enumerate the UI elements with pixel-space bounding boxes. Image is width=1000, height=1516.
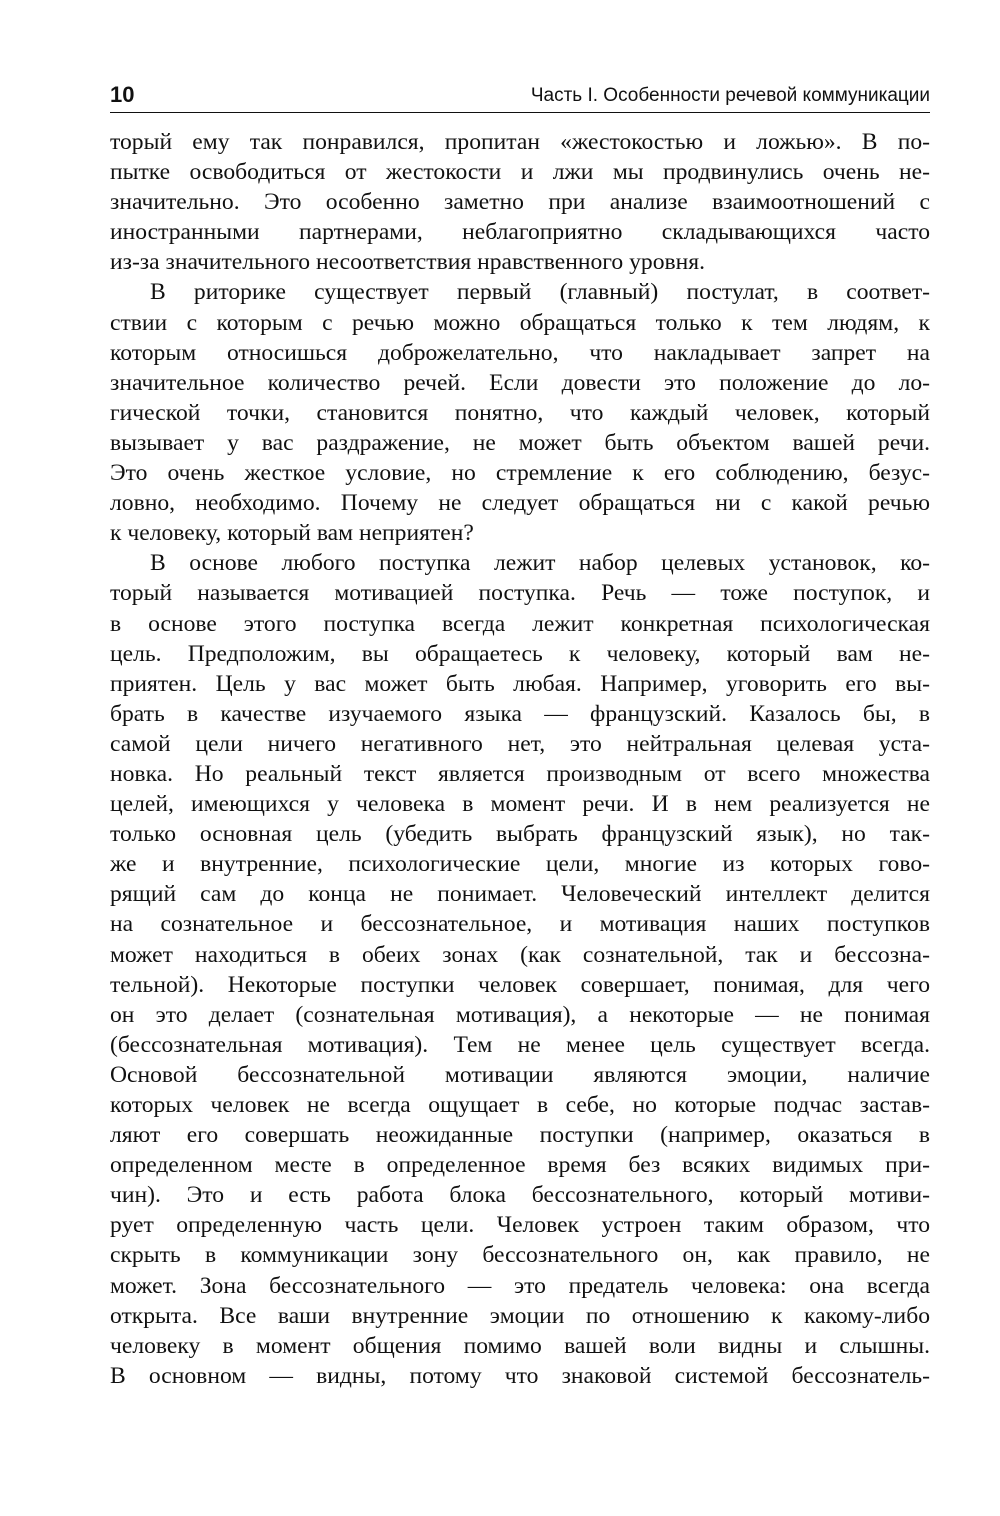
text-line: которым относишься доброжелательно, что накладывает запрет на <box>110 339 930 366</box>
text-line: В основе любого поступка лежит набор целевых установок, ко- <box>150 550 930 577</box>
text-line: тельной). Некоторые поступки человек совершает, понимая, для чего <box>110 971 930 998</box>
text-line: на сознательное и бессознательное, и мотивация наших поступков <box>110 911 930 938</box>
chapter-title: Часть I. Особенности речевой коммуникации <box>530 85 930 106</box>
text-line: торый ему так понравился, пропитан «жестокостью и ложью». В по- <box>110 129 930 155</box>
text-line: Это очень жесткое условие, но стремление к его соблюдению, безус- <box>110 460 930 487</box>
text-line: скрыть в коммуникации зону бессознательного он, как правило, не <box>110 1242 930 1269</box>
text-line: (бессознательная мотивация). Тем не менее цель существует всегда. <box>110 1031 930 1058</box>
text-line: приятен. Цель у вас может быть любая. Например, уговорить его вы- <box>110 670 930 697</box>
text-line: В риторике существует первый (главный) постулат, в соответ- <box>150 279 930 306</box>
text-line: может находиться в обеих зонах (как сознательной, так и бессозна- <box>110 941 930 968</box>
paragraph <box>110 127 930 277</box>
text-line: вызывает у вас раздражение, не может быть объектом вашей речи. <box>110 429 930 456</box>
text-line: рует определенную часть цели. Человек устроен таким образом, что <box>110 1212 930 1239</box>
text-line: торый называется мотивацией поступка. Речь — тоже поступок, и <box>110 580 930 607</box>
text-line: только основная цель (убедить выбрать французский язык), но так- <box>110 821 930 848</box>
page-number: 10 <box>110 82 135 107</box>
text-line: ляют его совершать неожиданные поступки (например, оказаться в <box>110 1122 930 1149</box>
text-line: которых человек не всегда ощущает в себе, но которые подчас застав- <box>110 1092 930 1118</box>
text-line: Основой бессознательной мотивации являются эмоции, наличие <box>110 1061 930 1088</box>
text-line: целей, имеющихся у человека в момент речи. И в нем реализуется не <box>110 791 930 818</box>
text-line: человеку в момент общения помимо вашей воли видны и слышны. <box>110 1332 930 1359</box>
text-line: чин). Это и есть работа блока бессознательного, который мотиви- <box>110 1182 930 1209</box>
text-line: иностранными партнерами, неблагоприятно складывающихся часто <box>110 219 930 246</box>
text-line: цель. Предположим, вы обращаетесь к человеку, который вам не- <box>110 640 930 667</box>
text-line: брать в качестве изучаемого языка — французский. Казалось бы, в <box>110 700 930 727</box>
text-line: в основе этого поступка всегда лежит конкретная психологическая <box>110 610 930 637</box>
body-text <box>110 127 930 1391</box>
text-line: пытке освободиться от жестокости и лжи мы продвинулись очень не- <box>110 159 930 186</box>
paragraph <box>110 548 930 1391</box>
text-line: рящий сам до конца не понимает. Человеческий интеллект делится <box>110 881 930 908</box>
text-line: значительное количество речей. Если довести это положение до ло- <box>110 369 930 396</box>
text-line: к человеку, который вам неприятен? <box>110 520 474 547</box>
running-header <box>110 78 930 113</box>
text-line: открыта. Все ваши внутренние эмоции по отношению к какому-либо <box>110 1302 930 1329</box>
paragraph <box>110 277 930 548</box>
text-line: значительно. Это особенно заметно при анализе взаимоотношений с <box>110 189 930 216</box>
text-line: он это делает (сознательная мотивация), а некоторые — не понимая <box>110 1001 930 1028</box>
text-line: новка. Но реальный текст является производным от всего множества <box>110 760 930 787</box>
text-line: ловно, необходимо. Почему не следует обращаться ни с какой речью <box>110 490 930 517</box>
text-line: может. Зона бессознательного — это предатель человека: она всегда <box>110 1272 930 1299</box>
text-line: гической точки, становится понятно, что каждый человек, который <box>110 399 930 426</box>
text-line: из-за значительного несоответствия нравственного уровня. <box>110 249 706 276</box>
text-line: определенном месте в определенное время без всяких видимых при- <box>110 1152 930 1179</box>
text-line: В основном — видны, потому что знаковой системой бессознатель- <box>110 1362 930 1389</box>
text-line: же и внутренние, психологические цели, многие из которых гово- <box>110 851 930 878</box>
text-line: самой цели ничего негативного нет, это нейтральная целевая уста- <box>110 730 930 757</box>
text-line: ствии с которым с речью можно обращаться только к тем людям, к <box>110 309 930 336</box>
